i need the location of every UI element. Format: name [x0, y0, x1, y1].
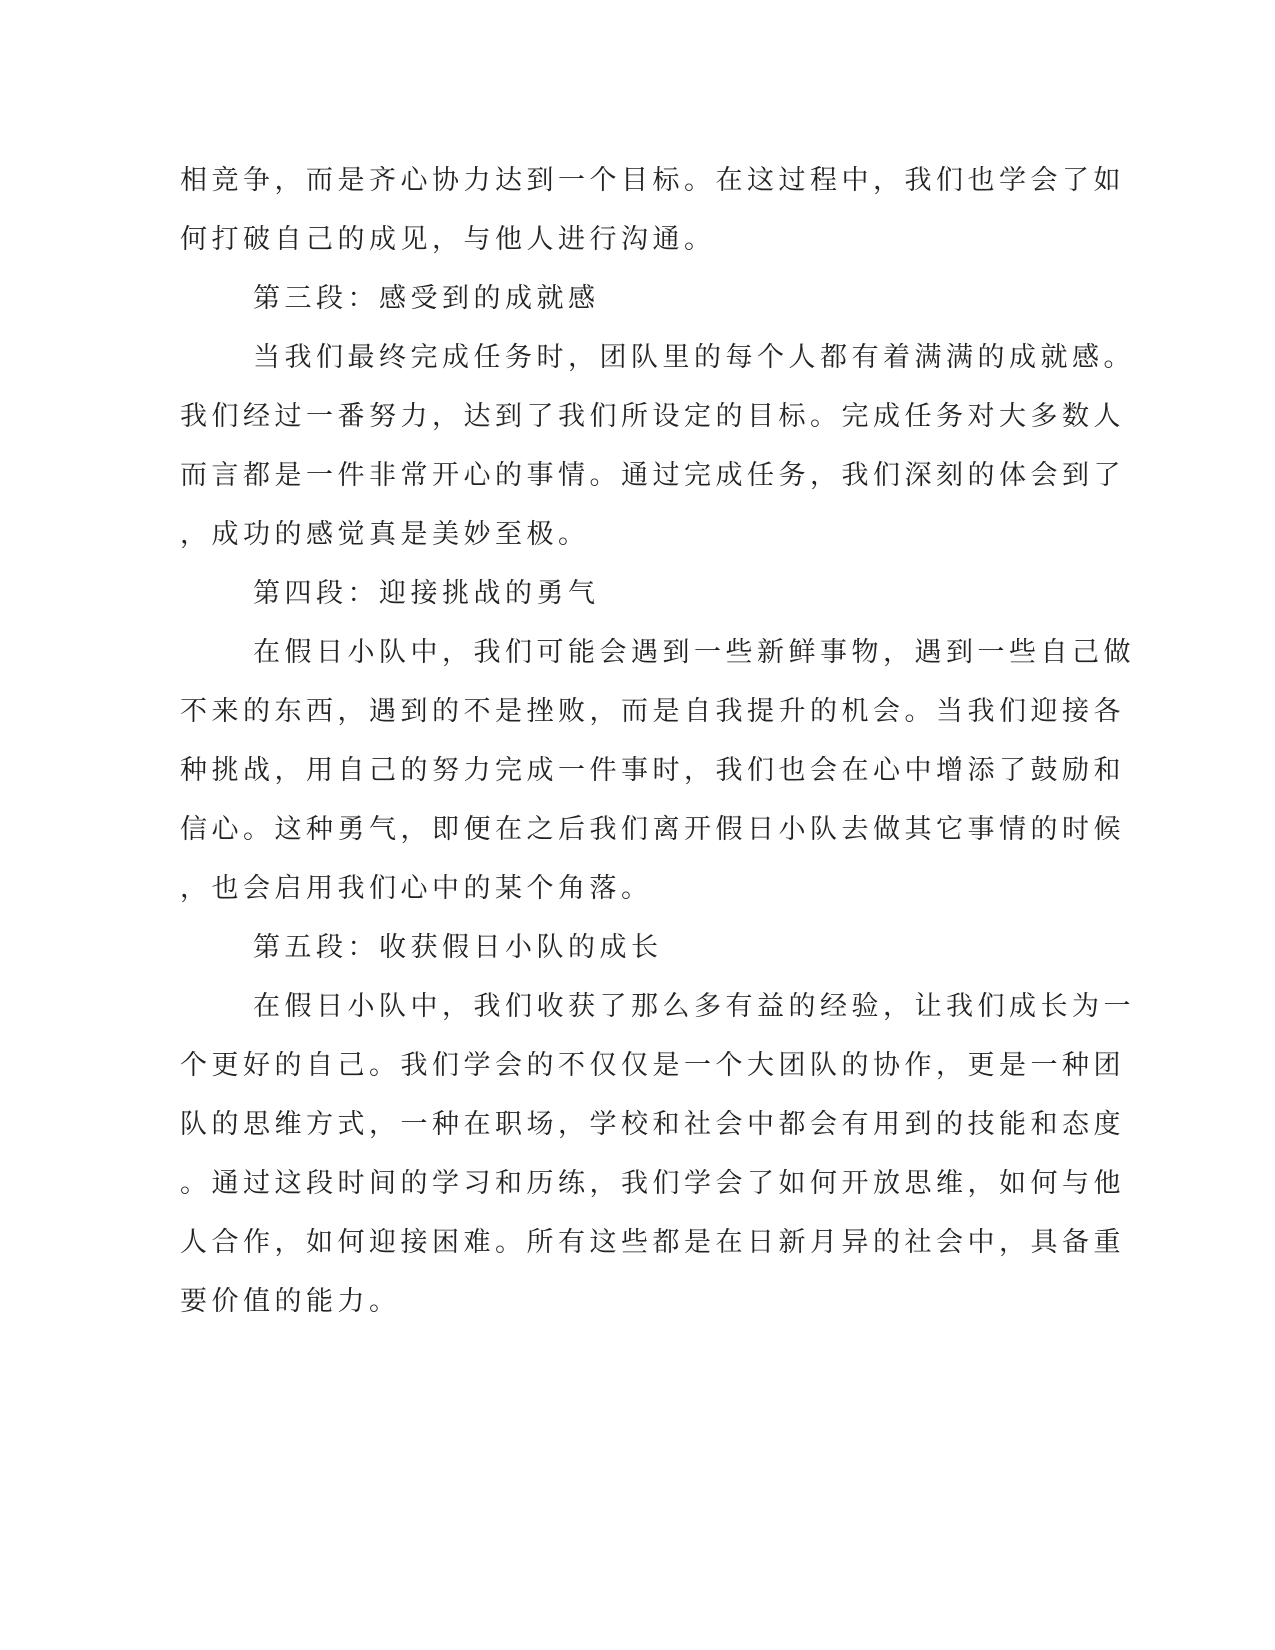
paragraph-line: 要价值的能力。: [180, 1286, 401, 1317]
paragraph-line: 个更好的自己。我们学会的不仅仅是一个大团队的协作，更是一种团: [180, 1050, 1125, 1081]
paragraph-continuation-line: 相竞争，而是齐心协力达到一个目标。在这过程中，我们也学会了如: [180, 165, 1125, 196]
paragraph-line: ，也会启用我们心中的某个角落。: [180, 873, 653, 904]
paragraph-line: 种挑战，用自己的努力完成一件事时，我们也会在心中增添了鼓励和: [180, 755, 1125, 786]
section-heading-3: 第三段：感受到的成就感: [253, 283, 600, 314]
paragraph-line: 而言都是一件非常开心的事情。通过完成任务，我们深刻的体会到了: [180, 460, 1125, 491]
section-heading-4: 第四段：迎接挑战的勇气: [253, 578, 600, 609]
paragraph-line: 不来的东西，遇到的不是挫败，而是自我提升的机会。当我们迎接各: [180, 696, 1125, 727]
paragraph-line: ，成功的感觉真是美妙至极。: [180, 519, 590, 550]
paragraph-first-line: 在假日小队中，我们可能会遇到一些新鲜事物，遇到一些自己做: [253, 637, 1135, 668]
paragraph-first-line: 在假日小队中，我们收获了那么多有益的经验，让我们成长为一: [253, 991, 1135, 1022]
section-heading-5: 第五段：收获假日小队的成长: [253, 932, 663, 963]
paragraph-first-line: 当我们最终完成任务时，团队里的每个人都有着满满的成就感。: [253, 342, 1135, 373]
paragraph-line: 我们经过一番努力，达到了我们所设定的目标。完成任务对大多数人: [180, 401, 1125, 432]
paragraph-line: 队的思维方式，一种在职场，学校和社会中都会有用到的技能和态度: [180, 1109, 1125, 1140]
paragraph-line: 人合作，如何迎接困难。所有这些都是在日新月异的社会中，具备重: [180, 1227, 1125, 1258]
paragraph-line: 。通过这段时间的学习和历练，我们学会了如何开放思维，如何与他: [180, 1168, 1125, 1199]
paragraph-line: 信心。这种勇气，即便在之后我们离开假日小队去做其它事情的时候: [180, 814, 1125, 845]
paragraph-continuation-line: 何打破自己的成见，与他人进行沟通。: [180, 224, 716, 255]
